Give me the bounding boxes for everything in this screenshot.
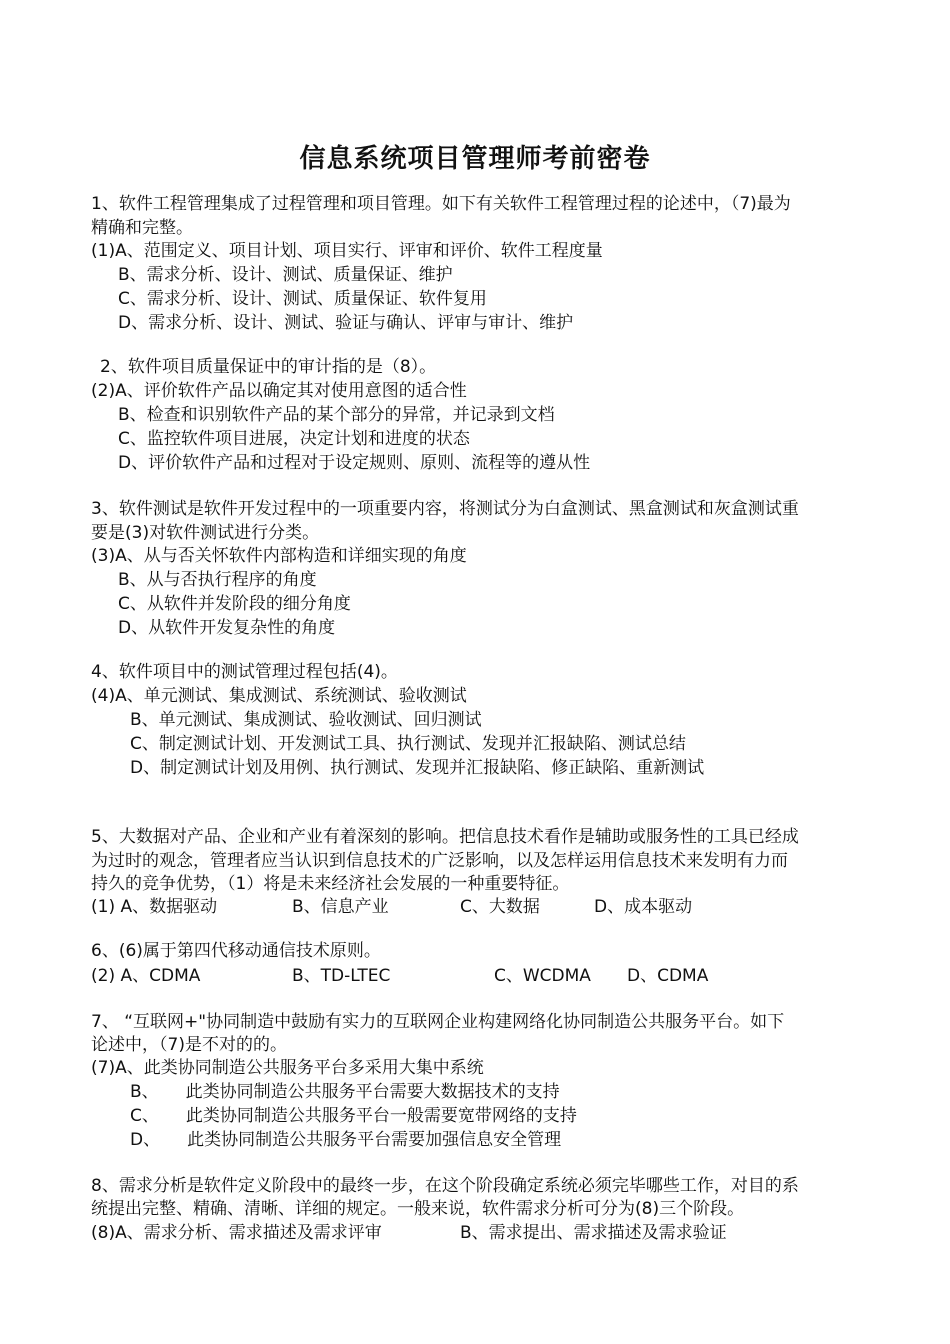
q7-option-a: (7)A、此类协同制造公共服务平台多采用大集中系统 (91, 1058, 484, 1078)
q8-option-a: (8)A、需求分析、需求描述及需求评审 (91, 1223, 382, 1243)
q4-option-b: B、单元测试、集成测试、验收测试、回归测试 (130, 710, 482, 730)
q1-option-b: B、需求分析、设计、测试、质量保证、维护 (118, 265, 453, 285)
q2-option-a: (2)A、评价软件产品以确定其对使用意图的适合性 (91, 381, 467, 401)
q8-stem-line2: 统提出完整、精确、清晰、详细的规定。一般来说，软件需求分析可分为(8)三个阶段。 (91, 1199, 745, 1219)
q2-option-b: B、检查和识别软件产品的某个部分的异常，并记录到文档 (118, 405, 555, 425)
q2-stem: 2、软件项目质量保证中的审计指的是（8）。 (100, 357, 437, 377)
q5-option-d: D、成本驱动 (594, 897, 693, 917)
q3-option-d: D、从软件开发复杂性的角度 (118, 618, 336, 638)
q3-stem-line1: 3、软件测试是软件开发过程中的一项重要内容，将测试分为白盒测试、黑盒测试和灰盒测试重 (91, 499, 799, 519)
q3-option-a: (3)A、从与否关怀软件内部构造和详细实现的角度 (91, 546, 467, 566)
q5-stem-line3: 持久的竞争优势，（1）将是未来经济社会发展的一种重要特征。 (91, 874, 570, 894)
q5-option-c: C、大数据 (460, 897, 540, 917)
q7-stem-line2: 论述中，（7)是不对的的。 (91, 1035, 287, 1055)
q6-option-c: C、WCDMA (494, 966, 591, 986)
q1-stem-line1: 1、软件工程管理集成了过程管理和项目管理。如下有关软件工程管理过程的论述中，（7)最为 (91, 194, 791, 214)
q5-stem-line2: 为过时的观念，管理者应当认识到信息技术的广泛影响，以及怎样运用信息技术来发明有力而 (91, 851, 788, 871)
q4-option-c: C、制定测试计划、开发测试工具、执行测试、发现并汇报缺陷、测试总结 (130, 734, 686, 754)
q6-option-b: B、TD-LTEC (292, 966, 391, 986)
q7-stem-line1: 7、 “互联网+"协同制造中鼓励有实力的互联网企业构建网络化协同制造公共服务平台。如下 (91, 1012, 785, 1032)
q5-option-a: (1) A、数据驱动 (91, 897, 218, 917)
q6-stem: 6、(6)属于第四代移动通信技术原则。 (91, 941, 381, 961)
q3-stem-line2: 要是(3)对软件测试进行分类。 (91, 523, 320, 543)
q6-option-d: D、CDMA (627, 966, 709, 986)
q7-option-d: D、 此类协同制造公共服务平台需要加强信息安全管理 (130, 1130, 562, 1150)
document-title: 信息系统项目管理师考前密卷 (299, 144, 651, 174)
q4-stem: 4、软件项目中的测试管理过程包括(4)。 (91, 662, 398, 682)
q1-stem-line2: 精确和完整。 (91, 218, 193, 238)
q3-option-b: B、从与否执行程序的角度 (118, 570, 317, 590)
q8-stem-line1: 8、需求分析是软件定义阶段中的最终一步，在这个阶段确定系统必须完毕哪些工作，对目的系 (91, 1176, 799, 1196)
q7-option-b: B、 此类协同制造公共服务平台需要大数据技术的支持 (130, 1082, 560, 1102)
q2-option-c: C、监控软件项目进展，决定计划和进度的状态 (118, 429, 470, 449)
q8-option-b: B、需求提出、需求描述及需求验证 (460, 1223, 727, 1243)
q1-option-d: D、需求分析、设计、测试、验证与确认、评审与审计、维护 (118, 313, 574, 333)
q3-option-c: C、从软件并发阶段的细分角度 (118, 594, 351, 614)
q1-option-a: (1)A、范围定义、项目计划、项目实行、评审和评价、软件工程度量 (91, 241, 603, 261)
q6-option-a: (2) A、CDMA (91, 966, 201, 986)
q1-option-c: C、需求分析、设计、测试、质量保证、软件复用 (118, 289, 487, 309)
q5-option-b: B、信息产业 (292, 897, 389, 917)
q4-option-a: (4)A、单元测试、集成测试、系统测试、验收测试 (91, 686, 467, 706)
q7-option-c: C、 此类协同制造公共服务平台一般需要宽带网络的支持 (130, 1106, 577, 1126)
q5-stem-line1: 5、大数据对产品、企业和产业有着深刻的影响。把信息技术看作是辅助或服务性的工具已经成 (91, 827, 799, 847)
q4-option-d: D、制定测试计划及用例、执行测试、发现并汇报缺陷、修正缺陷、重新测试 (130, 758, 705, 778)
q2-option-d: D、评价软件产品和过程对于设定规则、原则、流程等的遵从性 (118, 453, 591, 473)
